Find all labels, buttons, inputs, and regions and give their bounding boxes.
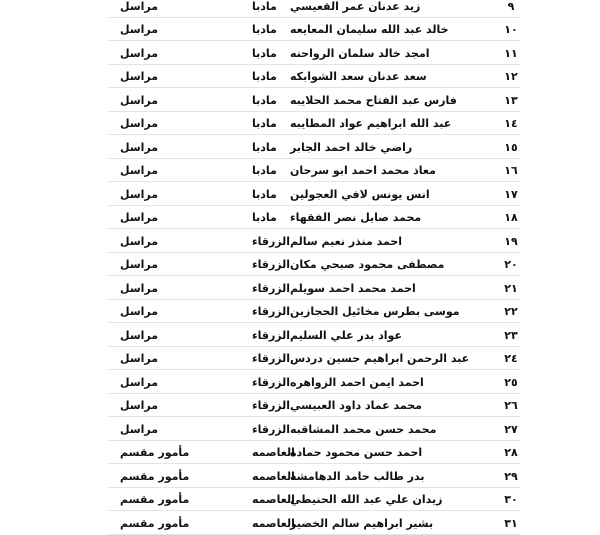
city-name: الزرقاء	[252, 328, 291, 342]
employee-name: خالد عبد الله سليمان المعايعه	[290, 23, 449, 36]
row-number: ١١	[504, 46, 518, 60]
city-name: مادبا	[252, 46, 277, 60]
city-name: الزرقاء	[252, 258, 291, 271]
employee-name: معاذ محمد احمد ابو سرحان	[290, 164, 436, 177]
job-title: مراسل	[120, 140, 159, 154]
row-number: ٢٥	[504, 375, 518, 389]
job-title: مأمور مقسم	[120, 516, 190, 530]
table-row	[0, 206, 600, 229]
job-title: مراسل	[120, 258, 159, 271]
table-row	[0, 0, 600, 18]
employee-name: زيد عدنان عمر القعيسي	[290, 0, 421, 13]
city-name: العاصمه	[252, 493, 295, 506]
employee-name: محمد عماد داود العبيسي	[290, 399, 422, 412]
table-row	[0, 135, 600, 159]
city-name: مادبا	[252, 187, 277, 201]
table-row	[0, 112, 600, 135]
employee-name: محمد صايل نصر الفقهاء	[290, 211, 422, 224]
employee-name: مصطفى محمود صبحي مكان	[290, 258, 445, 271]
city-name: العاصمه	[252, 469, 295, 483]
row-number: ١٦	[504, 164, 518, 177]
table-row	[0, 229, 600, 253]
city-name: مادبا	[252, 23, 277, 36]
job-title: مراسل	[120, 164, 159, 177]
city-name: مادبا	[252, 70, 277, 83]
employee-name: احمد حسن محمود حماده	[290, 446, 423, 459]
job-title: مراسل	[120, 352, 159, 365]
job-title: مراسل	[120, 70, 159, 83]
row-number: ١٤	[504, 117, 518, 130]
table-row	[0, 441, 600, 464]
row-number: ٣٠	[504, 493, 518, 506]
table-row	[0, 276, 600, 300]
employee-name: امجد خالد سلمان الرواحنه	[290, 46, 430, 60]
employee-name: بدر طالب حامد الدهامشه	[290, 469, 425, 483]
row-number: ٢٣	[504, 328, 518, 342]
city-name: العاصمه	[252, 516, 295, 530]
table-row	[0, 253, 600, 276]
table-row	[0, 41, 600, 65]
job-title: مراسل	[120, 422, 159, 436]
city-name: الزرقاء	[252, 305, 291, 318]
city-name: مادبا	[252, 164, 277, 177]
row-number: ٢٧	[504, 422, 518, 436]
table-row	[0, 182, 600, 206]
job-title: مأمور مقسم	[120, 469, 190, 483]
job-title: مراسل	[120, 281, 159, 295]
job-title: مراسل	[120, 0, 159, 13]
city-name: مادبا	[252, 140, 277, 154]
row-number: ٢٢	[504, 305, 518, 318]
row-number: ٩	[507, 0, 515, 13]
city-name: العاصمه	[252, 446, 295, 459]
job-title: مراسل	[120, 23, 159, 36]
row-number: ٢٦	[504, 399, 518, 412]
city-name: مادبا	[252, 117, 277, 130]
job-title: مراسل	[120, 187, 159, 201]
city-name: مادبا	[252, 93, 277, 107]
table-row	[0, 323, 600, 347]
table-row	[0, 65, 600, 88]
job-title: مراسل	[120, 375, 159, 389]
row-number: ١٠	[504, 23, 518, 36]
employee-name: راضي خالد احمد الجابر	[290, 140, 413, 154]
row-number: ١٨	[504, 211, 518, 224]
job-title: مراسل	[120, 399, 159, 412]
job-title: مراسل	[120, 328, 159, 342]
city-name: الزرقاء	[252, 234, 291, 248]
employee-name: عبد الرحمن ابراهيم حسين دردس	[290, 352, 470, 365]
table-row	[0, 18, 600, 41]
job-title: مراسل	[120, 234, 159, 248]
employee-name: سعد عدنان سعد الشوابكه	[290, 70, 427, 83]
city-name: الزرقاء	[252, 352, 291, 365]
row-number: ١٧	[504, 187, 518, 201]
employee-name: انس يونس لافي العجولين	[290, 187, 430, 201]
job-title: مراسل	[120, 211, 159, 224]
row-number: ٢١	[504, 281, 518, 295]
row-number: ١٢	[504, 70, 518, 83]
table-row	[0, 464, 600, 488]
employee-name: احمد محمد احمد سويلم	[290, 281, 416, 295]
employee-name: زيدان علي عبد الله الحنيطي	[290, 493, 443, 506]
job-title: مراسل	[120, 117, 159, 130]
job-title: مراسل	[120, 305, 159, 318]
job-title: مراسل	[120, 93, 159, 107]
row-number: ٢٨	[504, 446, 518, 459]
row-number: ٢٠	[504, 258, 518, 271]
row-number: ١٣	[504, 93, 518, 107]
employee-name: موسى بطرس مخائيل الحجازين	[290, 305, 460, 318]
employee-name: احمد منذر نعيم سالم	[290, 234, 403, 248]
table-row	[0, 159, 600, 182]
city-name: الزرقاء	[252, 281, 291, 295]
table-row	[0, 488, 600, 511]
row-number: ١٩	[504, 234, 518, 248]
job-title: مأمور مقسم	[120, 493, 190, 506]
city-name: الزرقاء	[252, 399, 291, 412]
city-name: الزرقاء	[252, 375, 291, 389]
table-row	[0, 417, 600, 441]
table-row	[0, 300, 600, 323]
employee-name: عواد بدر علي السليم	[290, 328, 402, 342]
table-row	[0, 511, 600, 535]
row-number: ٣١	[504, 516, 518, 530]
city-name: مادبا	[252, 0, 277, 13]
employee-name: احمد ايمن احمد الزواهره	[290, 375, 424, 389]
employee-name: عبد الله ابراهيم عواد المطايبه	[290, 117, 452, 130]
row-number: ٢٩	[504, 469, 518, 483]
city-name: مادبا	[252, 211, 277, 224]
job-title: مراسل	[120, 46, 159, 60]
table-row	[0, 347, 600, 370]
table-row	[0, 370, 600, 394]
employee-name: فارس عبد الفتاح محمد الحلايبه	[290, 93, 457, 107]
table-row	[0, 394, 600, 417]
job-title: مأمور مقسم	[120, 446, 190, 459]
table-row	[0, 88, 600, 112]
row-number: ١٥	[504, 140, 518, 154]
city-name: الزرقاء	[252, 422, 291, 436]
employee-name: محمد حسن محمد المشاقبه	[290, 422, 437, 436]
employee-name: بشير ابراهيم سالم الخضير	[290, 516, 434, 530]
row-number: ٢٤	[504, 352, 518, 365]
